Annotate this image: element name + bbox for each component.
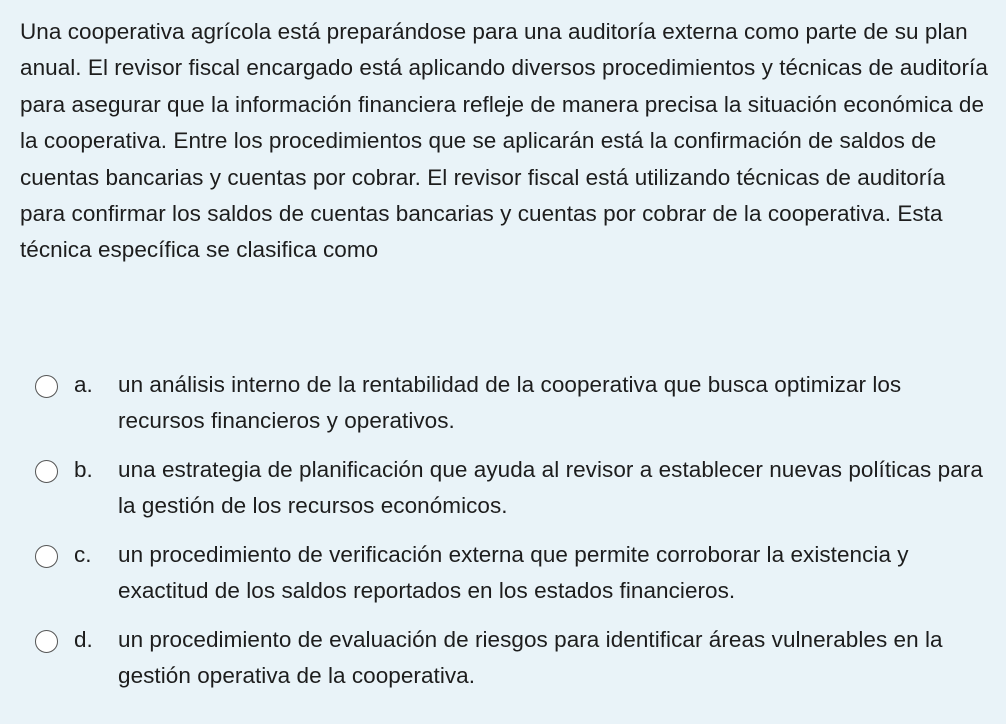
option-text: una estrategia de planificación que ayuda al revisor a establecer nuevas políticas para la gestión de los recursos económicos. [118, 457, 983, 519]
radio-unchecked-icon[interactable] [35, 630, 58, 653]
answer-options [0, 361, 1006, 701]
radio-unchecked-icon[interactable] [35, 545, 58, 568]
option-text: un procedimiento de verificación externa que permite corroborar la existencia y exactitud de los saldos reportados en los estados financieros. [118, 542, 909, 604]
option-letter: c. [74, 542, 92, 567]
option-b[interactable] [0, 446, 1006, 531]
option-text: un análisis interno de la rentabilidad de la cooperativa que busca optimizar los recursos financieros y operativos. [118, 372, 902, 434]
option-a[interactable] [0, 361, 1006, 446]
option-text: un procedimiento de evaluación de riesgos para identificar áreas vulnerables en la gestión operativa de la cooperativa. [118, 627, 943, 689]
option-d[interactable] [0, 616, 1006, 701]
question-text: Una cooperativa agrícola está preparándose para una auditoría externa como parte de su plan anual. El revisor fiscal encargado está aplicando diversos procedimientos y técnicas de auditoría para asegurar que la información financiera refleje de manera precisa la situación económica de la cooperativa. Entre los procedimientos que se aplicarán está la confirmación de saldos de cuentas bancarias y cuentas por cobrar. El revisor fiscal está utilizando técnicas de auditoría para confirmar los saldos de cuentas bancarias y cuentas por cobrar de la cooperativa. Esta técnica específica se clasifica como [20, 19, 988, 263]
radio-unchecked-icon[interactable] [35, 460, 58, 483]
option-c[interactable] [0, 531, 1006, 616]
option-letter: d. [74, 627, 93, 652]
option-letter: a. [74, 372, 93, 397]
radio-unchecked-icon[interactable] [35, 375, 58, 398]
option-letter: b. [74, 457, 93, 482]
